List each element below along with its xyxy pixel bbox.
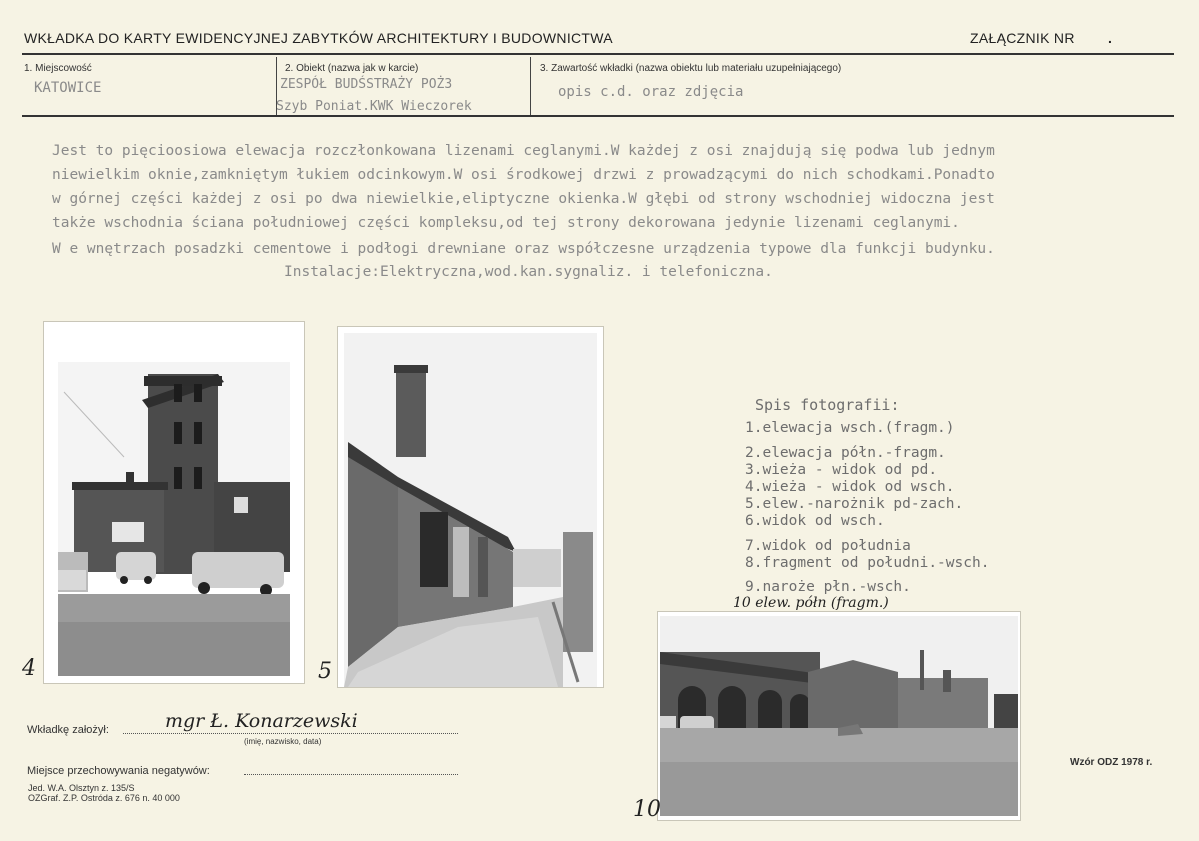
annex-dot: . xyxy=(1108,30,1113,46)
description-line-4: także wschodnia ściana południowej części kompleksu,od tej strony dekorowana jedynie lizenami ceglanymi. xyxy=(52,215,960,231)
photo-list-item-6: 6.widok od wsch. xyxy=(745,513,885,529)
photo-tower xyxy=(44,322,304,683)
photo-list-item-2: 2.elewacja półn.-fragm. xyxy=(745,445,946,461)
annex-label: ZAŁĄCZNIK NR xyxy=(970,30,1075,46)
fields-rule xyxy=(22,115,1174,117)
locality-value: KATOWICE xyxy=(34,80,102,96)
object-value-line1: ZESPÓŁ BUDŚSTRAŻY POŻ3 xyxy=(280,77,453,92)
form-title: WKŁADKA DO KARTY EWIDENCYJNEJ ZABYTKÓW ARCHITEKTURY I BUDOWNICTWA xyxy=(24,30,613,46)
made-by-label: Wkładkę założył: xyxy=(27,724,109,736)
photo-wall xyxy=(338,327,603,687)
photo-wall-image xyxy=(338,327,603,687)
photo-list-item-5: 5.elew.-narożnik pd-zach. xyxy=(745,496,964,512)
photo-list-item-1: 1.elewacja wsch.(fragm.) xyxy=(745,420,955,436)
photo-list-item-8: 8.fragment od południ.-wsch. xyxy=(745,555,990,571)
locality-label: 1. Miejscowość xyxy=(24,63,92,74)
photo-list-item-3: 3.wieża - widok od pd. xyxy=(745,462,938,478)
photo-list-title: Spis fotografii: xyxy=(755,396,900,414)
photo-list-item-10-handwritten: 10 elew. półn (fragm.) xyxy=(733,595,889,611)
photo-list-item-7: 7.widok od południa xyxy=(745,538,911,554)
photo-courtyard xyxy=(658,612,1020,820)
negatives-line xyxy=(244,773,458,775)
description-line-2: niewielkim oknie,zamkniętym łukiem odcinkowym.W osi środkowej drzwi z prowadzącymi do nich schodkami.Ponadto xyxy=(52,167,995,183)
contents-value: opis c.d. oraz zdjęcia xyxy=(558,84,744,100)
photo-courtyard-image xyxy=(658,612,1020,820)
description-line-5: W e wnętrzach posadzki cementowe i podłogi drewniane oraz współczesne urządzenia typowe dla funkcji budynku. xyxy=(52,241,995,257)
description-line-6: Instalacje:Elektryczna,wod.kan.sygnaliz. i telefoniczna. xyxy=(284,264,773,280)
photo-list-item-9: 9.naroże płn.-wsch. xyxy=(745,579,911,595)
field-divider-2 xyxy=(530,57,531,115)
contents-label: 3. Zawartość wkładki (nazwa obiektu lub materiału uzupełniającego) xyxy=(540,63,842,74)
photo-list-item-4: 4.wieża - widok od wsch. xyxy=(745,479,955,495)
photo-tower-image xyxy=(44,322,304,683)
made-by-line xyxy=(123,732,458,734)
photo-tower-number: 4 xyxy=(22,656,36,681)
header-rule xyxy=(22,53,1174,55)
description-line-3: w górnej części każdej z osi po dwa niewielkie,eliptyczne okienka.W głębi od strony wschodniej widoczna jest xyxy=(52,191,995,207)
photo-wall-number: 5 xyxy=(318,659,332,684)
form-model: Wzór ODZ 1978 r. xyxy=(1070,757,1153,768)
print-line-1: Jed. W.A. Olsztyn z. 135/S xyxy=(28,783,135,793)
object-label: 2. Obiekt (nazwa jak w karcie) xyxy=(285,63,419,74)
made-by-hint: (imię, nazwisko, data) xyxy=(244,737,322,746)
photo-courtyard-number: 10 xyxy=(633,797,661,822)
object-value-line2: Szyb Poniat.KWK Wieczorek xyxy=(276,99,472,114)
description-line-1: Jest to pięcioosiowa elewacja rozczłonkowana lizenami ceglanymi.W każdej z osi znajdują się podwa lub jednym xyxy=(52,143,995,159)
print-line-2: OZGraf. Z.P. Ostróda z. 676 n. 40 000 xyxy=(28,793,180,803)
made-by-signature: mgr Ł. Konarzewski xyxy=(165,710,358,732)
negatives-label: Miejsce przechowywania negatywów: xyxy=(27,765,210,777)
